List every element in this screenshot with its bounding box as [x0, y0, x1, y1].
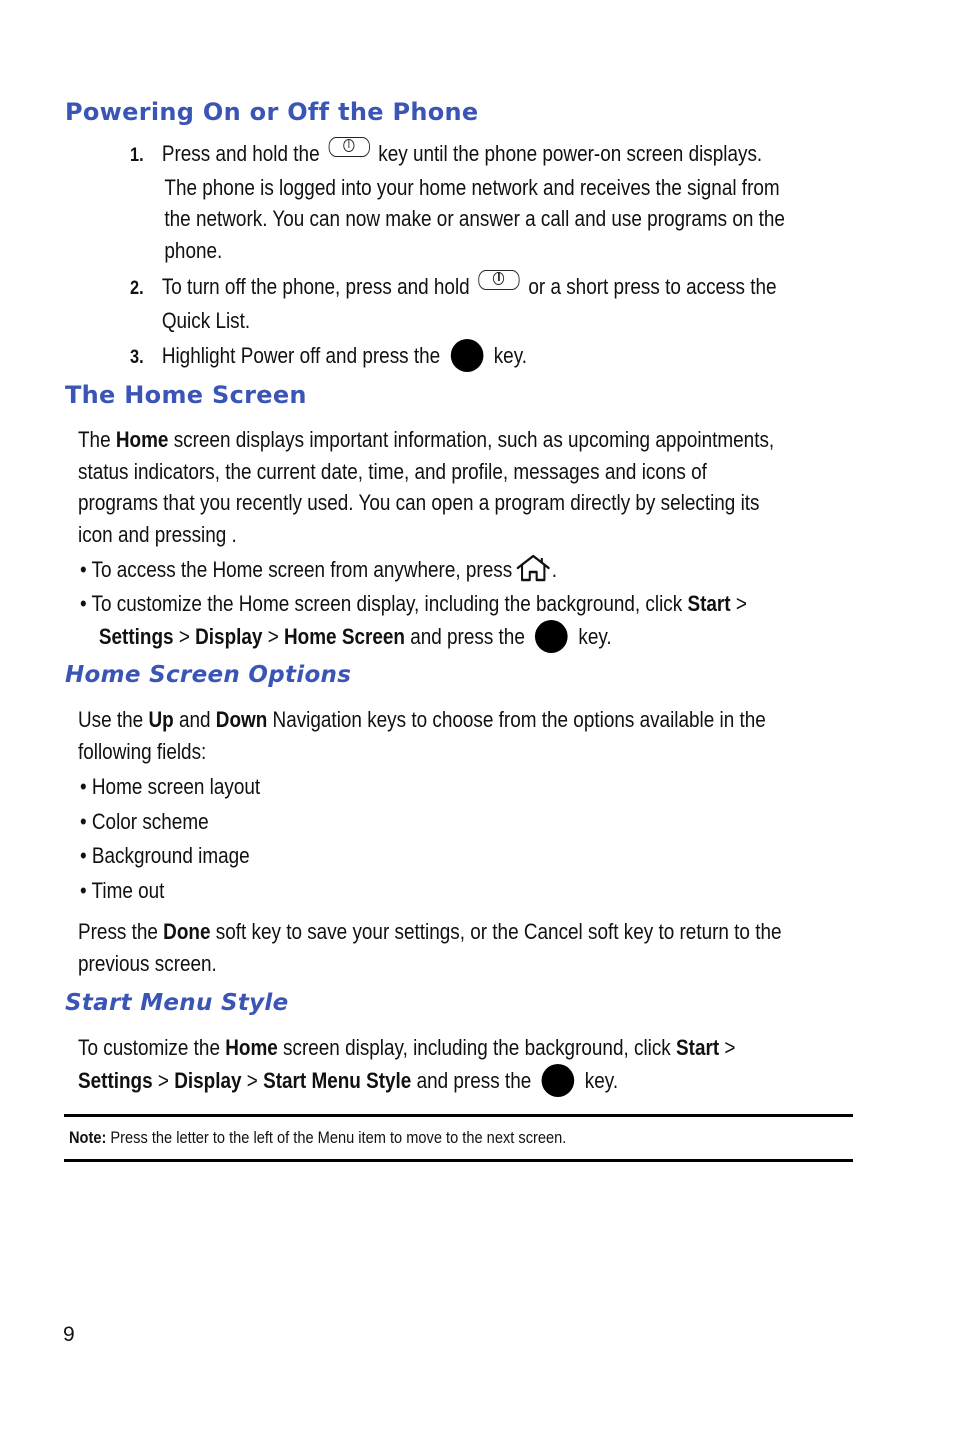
bold-term: Display	[195, 623, 263, 649]
text: soft key to save your settings, or the Cancel soft key to return to the	[210, 919, 782, 944]
step-2	[130, 270, 777, 336]
text: status indicators, the current date, time, and profile, messages and icons of	[78, 458, 707, 484]
note-bottom-rule	[64, 1159, 853, 1162]
bold-term: Start Menu Style	[263, 1067, 412, 1093]
ok-key-icon	[542, 1064, 575, 1097]
bold-term: Up	[148, 707, 174, 732]
heading-powering: Powering On or Off the Phone	[65, 98, 479, 126]
text: • To customize the Home screen display, including the background, click	[80, 591, 688, 616]
text: To customize the	[78, 1035, 226, 1060]
text: >	[241, 1067, 264, 1093]
step-text: phone.	[164, 237, 223, 263]
bold-term: Home	[225, 1035, 278, 1060]
bold-term: Settings	[98, 623, 174, 649]
text: following fields:	[78, 738, 207, 764]
text: programs that you recently used. You can open a program directly by selecting its	[78, 490, 760, 515]
text: >	[730, 591, 747, 616]
home-key-icon	[514, 553, 552, 583]
step-3	[130, 339, 527, 374]
bold-term: Done	[163, 919, 211, 944]
options-press-paragraph	[78, 916, 782, 979]
text: Press the	[78, 919, 164, 944]
step-text: key until the phone power-on screen displays.	[378, 141, 763, 166]
text: key.	[578, 623, 612, 649]
home-screen-paragraph	[78, 424, 774, 550]
note-label: Note:	[69, 1128, 107, 1147]
step-text: or a short press to access the	[528, 274, 777, 299]
text: Use the	[78, 707, 149, 732]
text: .	[551, 557, 557, 582]
power-key-icon	[328, 137, 369, 157]
list-item: • Time out	[80, 877, 165, 903]
text: and press the	[404, 623, 525, 649]
note	[69, 1128, 566, 1148]
text: >	[262, 623, 285, 649]
bold-term: Start	[676, 1035, 720, 1060]
page-number: 9	[63, 1323, 75, 1346]
heading-home-screen-options: Home Screen Options	[65, 662, 352, 688]
note-text: Press the letter to the left of the Menu item to move to the next screen.	[106, 1128, 567, 1147]
text: previous screen.	[78, 950, 217, 976]
text: >	[719, 1035, 736, 1060]
list-item: • Background image	[80, 843, 250, 868]
step-text: Press and hold the	[161, 141, 320, 166]
text: The	[78, 427, 116, 452]
step-number: 1.	[130, 145, 144, 166]
text: and press the	[411, 1067, 532, 1093]
list-item: • Home screen layout	[80, 774, 261, 799]
step-number: 3.	[130, 347, 144, 368]
step-text: Quick List.	[161, 307, 251, 333]
bold-term: Home	[115, 427, 169, 452]
home-bullet-1	[80, 553, 557, 586]
options-paragraph	[78, 704, 766, 767]
power-key-icon	[478, 270, 519, 290]
heading-start-menu-style: Start Menu Style	[65, 990, 289, 1016]
list-item: • Color scheme	[80, 808, 209, 834]
options-list	[80, 770, 260, 908]
ok-key-icon	[451, 339, 484, 372]
text: >	[173, 623, 196, 649]
bold-term: Display	[174, 1067, 242, 1093]
ok-key-icon	[535, 620, 568, 653]
step-number: 2.	[130, 278, 144, 299]
text: >	[152, 1067, 175, 1093]
bold-term: Down	[215, 707, 268, 732]
start-menu-paragraph	[78, 1032, 735, 1097]
note-top-rule	[64, 1114, 853, 1117]
step-1	[130, 137, 785, 266]
bold-term: Home Screen	[284, 623, 405, 649]
text: screen displays important information, such as upcoming appointments,	[168, 427, 775, 452]
step-text: The phone is logged into your home network and receives the signal from	[164, 174, 780, 200]
text: Navigation keys to choose from the options available in the	[267, 707, 766, 732]
step-text: the network. You can now make or answer a call and use programs on the	[164, 206, 785, 231]
text: • To access the Home screen from anywhere, press	[80, 557, 513, 582]
bold-term: Settings	[78, 1067, 153, 1093]
bold-term: Start	[687, 591, 731, 616]
text: key.	[584, 1067, 619, 1093]
text: icon and pressing .	[78, 521, 237, 547]
step-text: Highlight Power off and press the	[161, 343, 441, 368]
step-text: To turn off the phone, press and hold	[161, 274, 470, 299]
home-bullet-2	[80, 588, 747, 653]
heading-home-screen: The Home Screen	[65, 381, 307, 409]
step-text: key.	[493, 343, 528, 368]
text: screen display, including the background, click	[277, 1035, 677, 1060]
text: and	[173, 707, 216, 732]
